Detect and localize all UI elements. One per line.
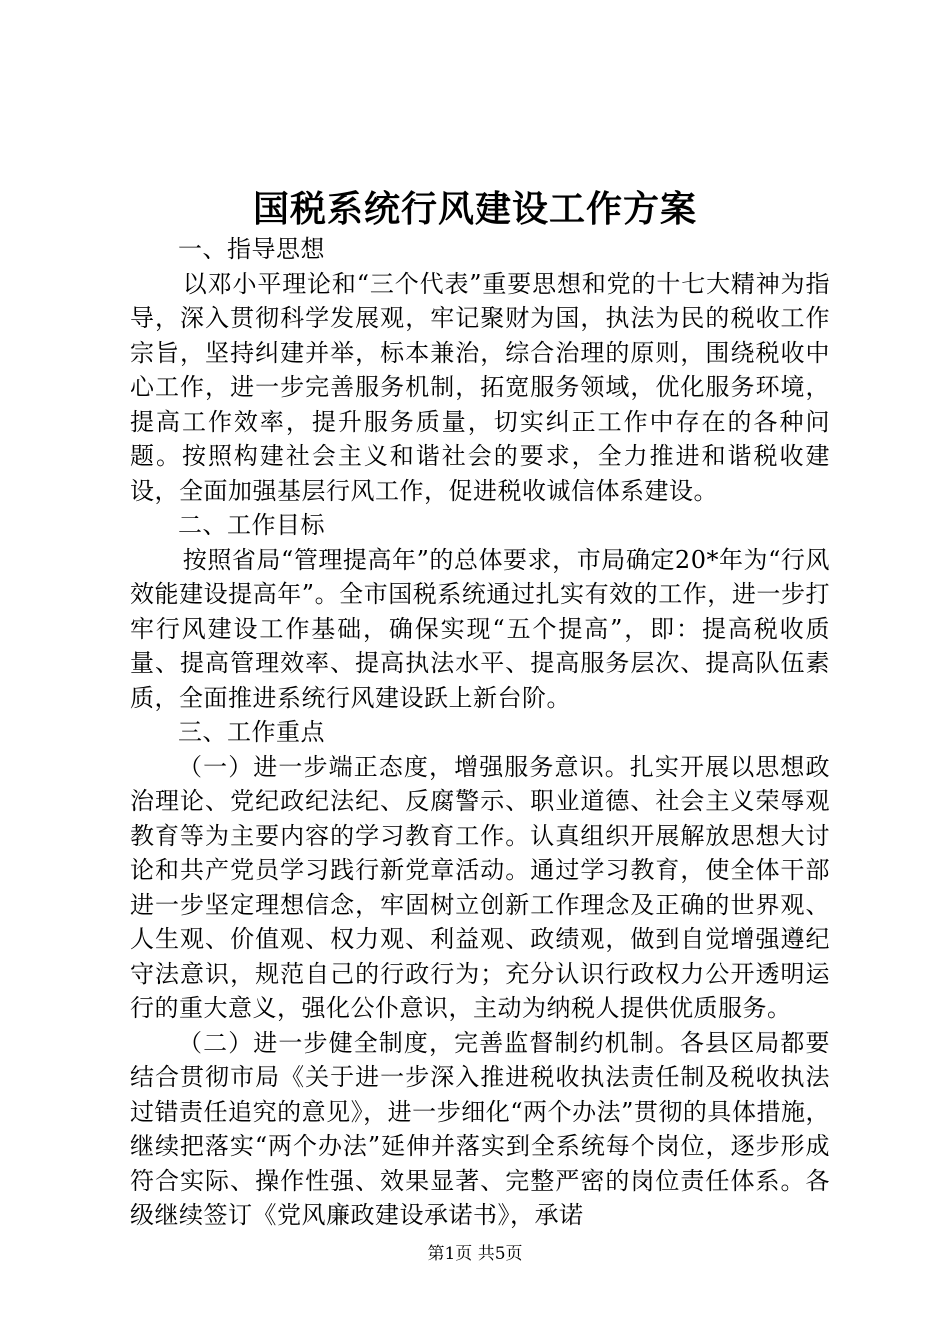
- page-number-footer: 第1页 共5页: [427, 1244, 523, 1264]
- paragraph-focus-item-2: （二）进一步健全制度，完善监督制约机制。各县区局都要结合贯彻市局《关于进一步深入推进税收执法责任制及税收执法过错责任追究的意见》，进一步细化“两个办法”贯彻的具体措施，继续把落实“两个办法”延伸并落实到全系统每个岗位，逐步形成符合实际、操作性强、效果显著、完整严密的岗位责任体系。各级继续签订《党风廉政建设承诺书》，承诺: [130, 1028, 830, 1229]
- document-title: 国税系统行风建设工作方案: [252, 188, 697, 230]
- section-heading-work-focus: 三、工作重点: [178, 718, 325, 746]
- section-heading-guiding-ideology: 一、指导思想: [178, 235, 325, 263]
- paragraph-focus-item-1: （一）进一步端正态度，增强服务意识。扎实开展以思想政治理论、党纪政纪法纪、反腐警示、职业道德、社会主义荣辱观教育等为主要内容的学习教育工作。认真组织开展解放思想大讨论和共产党员学习践行新党章活动。通过学习教育，使全体干部进一步坚定理想信念，牢固树立创新工作理念及正确的世界观、人生观、价值观、权力观、利益观、政绩观，做到自觉增强遵纪守法意识，规范自己的行政行为；充分认识行政权力公开透明运行的重大意义，强化公仆意识，主动为纳税人提供优质服务。: [130, 752, 830, 1022]
- paragraph-work-goals: 按照省局“管理提高年”的总体要求，市局确定20*年为“行风效能建设提高年”。全市国税系统通过扎实有效的工作，进一步打牢行风建设工作基础，确保实现“五个提高”，即：提高税收质量、提高管理效率、提高执法水平、提高服务层次、提高队伍素质，全面推进系统行风建设跃上新台阶。: [130, 545, 830, 712]
- document-body: [130, 232, 830, 1233]
- paragraph-guiding-ideology: 以邓小平理论和“三个代表”重要思想和党的十七大精神为指导，深入贯彻科学发展观，牢记聚财为国，执法为民的税收工作宗旨，坚持纠建并举，标本兼治，综合治理的原则，围绕税收中心工作，进一步完善服务机制，拓宽服务领域，优化服务环境，提高工作效率，提升服务质量，切实纠正工作中存在的各种问题。按照构建社会主义和谐社会的要求，全力推进和谐税收建设，全面加强基层行风工作，促进税收诚信体系建设。: [130, 269, 830, 505]
- section-heading-work-goals: 二、工作目标: [178, 511, 325, 539]
